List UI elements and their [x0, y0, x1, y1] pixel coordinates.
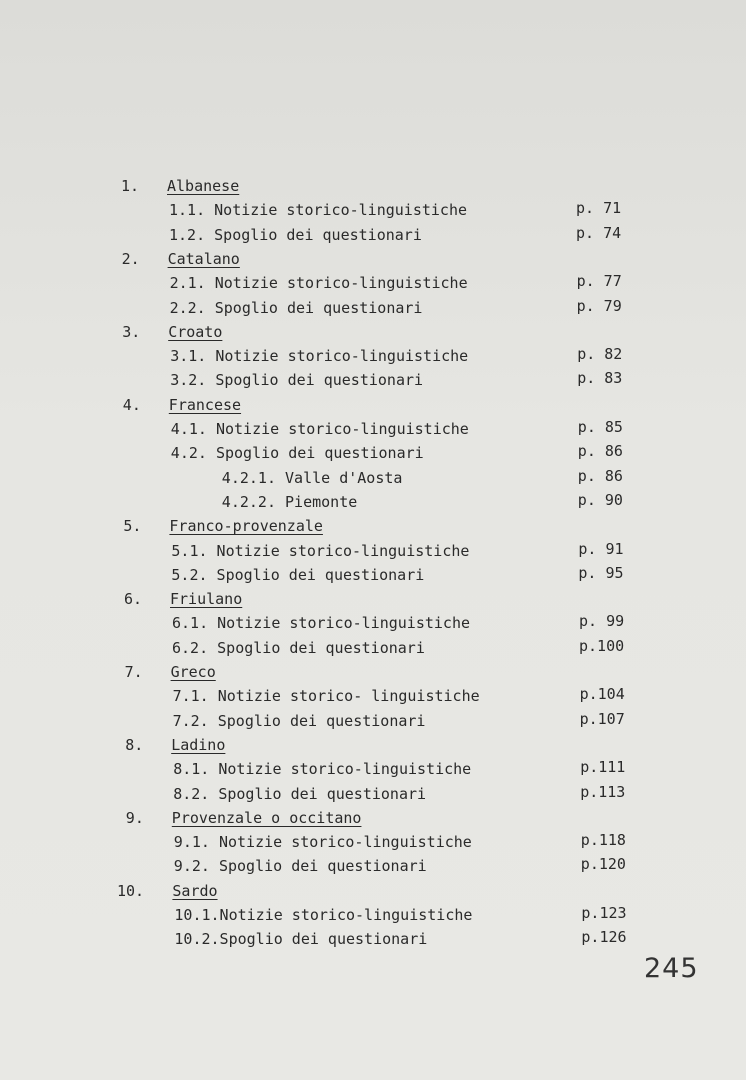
section-title: Ladino	[171, 735, 226, 754]
subsection-label: 8.1. Notizie storico-linguistiche	[173, 760, 472, 779]
section-number: 4.	[122, 395, 141, 414]
page-reference: p.107	[579, 709, 625, 728]
subsection-label: 4.2.2. Piemonte	[221, 492, 358, 511]
page-reference: p. 86	[577, 466, 623, 485]
subsection-label: 7.1. Notizie storico- linguistiche	[172, 687, 480, 706]
subsection-label: 2.2. Spoglio dei questionari	[169, 298, 423, 317]
subsection-label: 4.2.1. Valle d'Aosta	[221, 468, 403, 487]
section-number: 6.	[124, 590, 143, 609]
section-number: 7.	[124, 663, 143, 681]
subsection-label: 4.2. Spoglio dei questionari	[170, 444, 424, 463]
section-title: Albanese	[167, 177, 240, 195]
section-title: Catalano	[167, 249, 240, 268]
section-number: 9.	[125, 808, 144, 827]
section-title: Greco	[170, 663, 216, 681]
subsection-label: 5.1. Notizie storico-linguistiche	[171, 541, 470, 560]
page-reference: p. 71	[576, 199, 622, 218]
subsection-label: 1.2. Spoglio dei questionari	[169, 225, 422, 244]
page-reference: p. 95	[578, 563, 624, 582]
subsection-label: 1.1. Notizie storico-linguistiche	[169, 201, 468, 220]
page-reference: p.118	[580, 831, 626, 850]
page-reference: p. 74	[576, 223, 622, 242]
page-reference: p.126	[581, 928, 627, 947]
page-reference: p. 90	[577, 490, 623, 509]
subsection-label: 6.1. Notizie storico-linguistiche	[172, 614, 471, 633]
subsection-label: 3.2. Spoglio dei questionari	[170, 371, 424, 390]
subsection-label: 7.2. Spoglio dei questionari	[172, 711, 426, 730]
subsection-label: 10.1.Notizie storico-linguistiche	[174, 906, 473, 924]
page-reference: p.120	[580, 855, 626, 874]
page-reference: p. 99	[579, 612, 625, 631]
page-reference: p. 79	[576, 296, 622, 315]
subsection-label: 3.1. Notizie storico-linguistiche	[170, 347, 469, 366]
subsection-label: 6.2. Spoglio dei questionari	[172, 638, 425, 657]
page-reference: p. 91	[578, 539, 624, 558]
page-reference: p.111	[580, 758, 626, 777]
subsection-label: 9.1. Notizie storico-linguistiche	[173, 833, 472, 852]
page-reference: p.113	[580, 782, 626, 801]
page-reference: p.104	[579, 685, 625, 704]
section-number: 1.	[121, 177, 140, 195]
section-number: 8.	[125, 735, 144, 754]
section-title: Provenzale o occitano	[171, 808, 362, 827]
section-title: Franco-provenzale	[169, 517, 323, 536]
subsection-label: 2.1. Notizie storico-linguistiche	[169, 274, 468, 293]
section-title: Francese	[168, 395, 242, 414]
subsection-label: 4.1. Notizie storico-linguistiche	[170, 420, 469, 438]
page-reference: p.100	[579, 636, 625, 655]
page-reference: p. 85	[577, 418, 623, 436]
page-reference: p.123	[581, 904, 627, 922]
section-number: 10.	[117, 881, 145, 900]
section-number: 3.	[122, 322, 141, 341]
section-title: Croato	[168, 322, 223, 341]
subsection-label: 8.2. Spoglio dei questionari	[173, 784, 427, 803]
page-reference: p. 86	[577, 442, 623, 461]
section-title: Sardo	[172, 881, 218, 900]
page-reference: p. 83	[577, 369, 623, 388]
page-number: 245	[644, 953, 699, 984]
section-title: Friulano	[170, 590, 243, 609]
page-reference: p. 82	[577, 345, 623, 364]
subsection-label: 10.2.Spoglio dei questionari	[174, 930, 428, 949]
subsection-label: 5.2. Spoglio dei questionari	[171, 565, 425, 584]
page-reference: p. 77	[576, 272, 622, 291]
section-number: 2.	[121, 249, 140, 268]
section-number: 5.	[123, 517, 142, 536]
subsection-label: 9.2. Spoglio dei questionari	[173, 857, 427, 876]
